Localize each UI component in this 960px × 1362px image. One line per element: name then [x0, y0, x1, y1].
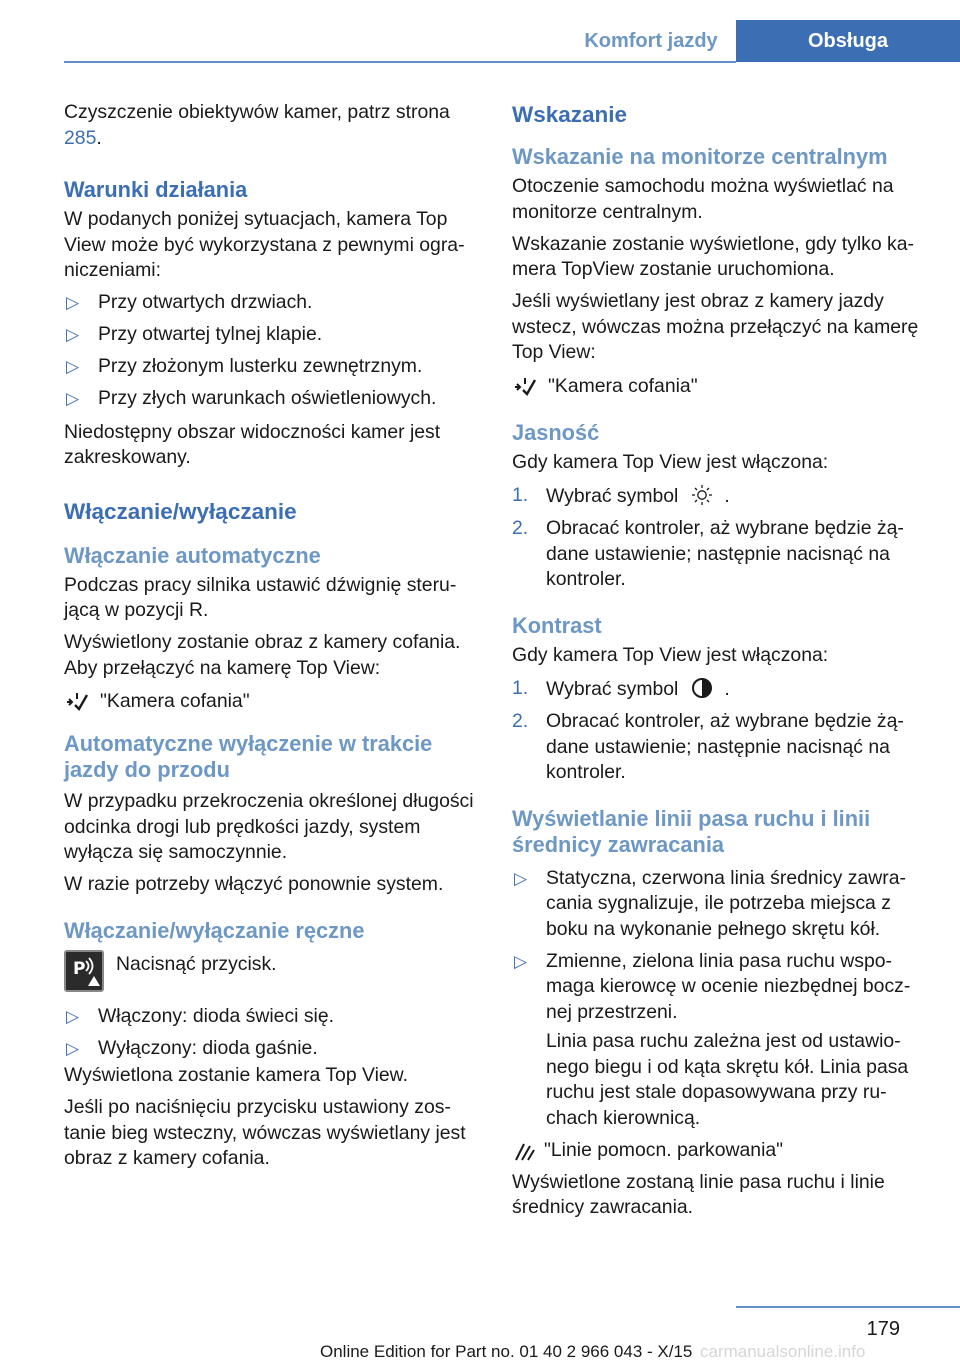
hatched-area-note: Niedostępny obszar widoczności kamer jest zakreskowany. [64, 420, 441, 468]
auto-off-text-1: W przypadku przekroczenia określonej długości odcinka drogi lub prędkości jazdy, system wyłącza się samoczynnie. [64, 790, 474, 863]
rear-camera-menu-icon [64, 689, 90, 715]
page-footer [0, 1300, 960, 1362]
list-item: ▷ Wyłączony: dioda gaśnie. [64, 1036, 482, 1062]
central-text-3: Jeśli wyświetlany jest obraz z kamery jazdy wstecz, wówczas można przełączyć na kamerę Top View: [512, 290, 919, 363]
triangle-bullet-icon: ▷ [514, 951, 528, 971]
auto-on-text-2: Wyświetlony zostanie obraz z kamery cofania. Aby przełączyć na kamerę Top View: [64, 631, 461, 679]
menu-item-kamera-cofania [64, 689, 482, 715]
menu-item-parking-lines [512, 1138, 926, 1164]
manual-status-list [64, 1004, 482, 1062]
manual-button-row [64, 950, 482, 992]
brightness-steps [512, 483, 926, 593]
display-heading: Wskazanie [512, 102, 628, 127]
lines-list [512, 866, 926, 1026]
lines-heading: Wyświetlanie linii pasa ruchu i linii średnicy zawracania [512, 805, 871, 857]
step-number: 1. [512, 484, 529, 506]
menu-item-label: "Kamera cofania" [100, 690, 250, 713]
onoff-heading: Włączanie/wyłączanie [64, 498, 297, 524]
list-item: 1. Wybrać symbol . [512, 484, 730, 507]
list-item: 2. Obracać kontroler, aż wybrane będzie żądane ustawienie; następnie nacisnąć na kontroler. [512, 710, 904, 783]
menu-item-label: "Linie pomocn. parkowania" [544, 1138, 784, 1161]
lines-after-text: Wyświetlone zostaną linie pasa ruchu i linie średnicy zawracania. [512, 1170, 885, 1218]
menu-item-label: "Kamera cofania" [548, 374, 698, 397]
parking-lines-icon [512, 1138, 538, 1164]
cleaning-reference [64, 100, 482, 151]
triangle-bullet-icon: ▷ [66, 1006, 80, 1026]
header-chapter-tab: Obsługa [736, 20, 960, 62]
conditions-text: W podanych poniżej sytuacjach, kamera Top View może być wykorzystana z pewnymi ograniczeniami: [64, 208, 465, 281]
left-column [64, 100, 482, 1178]
list-item: ▷ Statyczna, czerwona linia średnicy zawracania sygnalizuje, ile potrzeba miejsca z boku na wykonanie pełnego skrętu kół. [514, 866, 906, 940]
auto-off-text-2: W razie potrzeby włączyć ponownie system. [64, 873, 444, 895]
park-distance-button-icon [64, 950, 104, 992]
central-text-1: Otoczenie samochodu można wyświetlać na monitorze centralnym. [512, 175, 894, 223]
auto-off-heading: Automatyczne wyłączenie w trakcie jazdy do przodu [64, 731, 433, 782]
brightness-sun-icon [690, 483, 714, 507]
contrast-heading: Kontrast [512, 612, 602, 638]
page-link-285[interactable]: 285 [64, 126, 97, 149]
brightness-heading: Jasność [512, 419, 600, 445]
contrast-intro: Gdy kamera Top View jest włączona: [512, 643, 829, 666]
press-button-text: Nacisnąć przycisk. [116, 952, 277, 975]
list-item: ▷ Przy złożonym lusterku zewnętrznym. [64, 354, 482, 380]
triangle-bullet-icon: ▷ [66, 325, 80, 344]
lines-item2-continuation: Linia pasa ruchu zależna jest od ustawionego biegu i od kąta skrętu kół. Linia pasa ruchu jest stale dopasowywana przy ruchach kierownicą. [546, 1030, 909, 1129]
svg-text:P: P [73, 958, 86, 979]
triangle-bullet-icon: ▷ [514, 868, 528, 888]
cleaning-reference-end: . [96, 126, 102, 149]
list-item: ▷ Przy otwartej tylnej klapie. [64, 322, 482, 348]
step-number: 2. [512, 710, 529, 732]
header-section-label: Komfort jazdy [584, 30, 718, 52]
manual-text-2: Jeśli po naciśnięciu przycisku ustawiony zostanie bieg wsteczny, wówczas wyświetlany jest obraz z kamery cofania. [64, 1096, 466, 1169]
contrast-half-circle-icon [690, 676, 714, 700]
manual-text-1: Wyświetlona zostanie kamera Top View. [64, 1064, 409, 1086]
watermark: carmanualsonline.info [700, 1342, 866, 1361]
right-column [512, 100, 926, 1227]
header-rule [64, 61, 736, 63]
page-number: 179 [866, 1318, 900, 1340]
conditions-heading: Warunki działania [64, 177, 248, 202]
central-monitor-heading: Wskazanie na monitorze centralnym [512, 144, 888, 169]
step-number: 1. [512, 677, 529, 699]
step-number: 2. [512, 517, 529, 539]
triangle-bullet-icon: ▷ [66, 293, 80, 312]
list-item: ▷ Zmienne, zielona linia pasa ruchu wspomaga kierowcę w ocenie niezbędnej bocznej przestrzeni. [514, 949, 911, 1023]
page-header [0, 20, 960, 62]
manual-heading: Włączanie/wyłączanie ręczne [64, 917, 365, 943]
list-item: 2. Obracać kontroler, aż wybrane będzie żądane ustawienie; następnie nacisnąć na kontroler. [512, 517, 904, 590]
list-item: ▷ Przy otwartych drzwiach. [64, 290, 482, 316]
triangle-bullet-icon: ▷ [66, 1038, 80, 1058]
rear-camera-menu-icon [512, 374, 538, 400]
triangle-bullet-icon: ▷ [66, 389, 80, 408]
contrast-steps [512, 676, 926, 786]
brightness-intro: Gdy kamera Top View jest włączona: [512, 450, 829, 473]
cleaning-reference-text: Czyszczenie obiektywów kamer, patrz strona [64, 101, 450, 123]
list-item: 1. Wybrać symbol . [512, 677, 730, 700]
auto-on-text-1: Podczas pracy silnika ustawić dźwignię sterującą w pozycji R. [64, 573, 457, 621]
list-item: ▷ Przy złych warunkach oświetleniowych. [64, 386, 482, 412]
central-text-2: Wskazanie zostanie wyświetlone, gdy tylko kamera TopView zostanie uruchomiona. [512, 232, 914, 280]
auto-on-heading: Włączanie automatyczne [64, 542, 321, 568]
list-item: ▷ Włączony: dioda świeci się. [64, 1004, 482, 1030]
conditions-list [64, 290, 482, 412]
menu-item-kamera-cofania-right [512, 374, 926, 400]
triangle-bullet-icon: ▷ [66, 357, 80, 376]
footer-rule [736, 1306, 960, 1308]
edition-note: Online Edition for Part no. 01 40 2 966 043 - X/15 [320, 1342, 693, 1361]
